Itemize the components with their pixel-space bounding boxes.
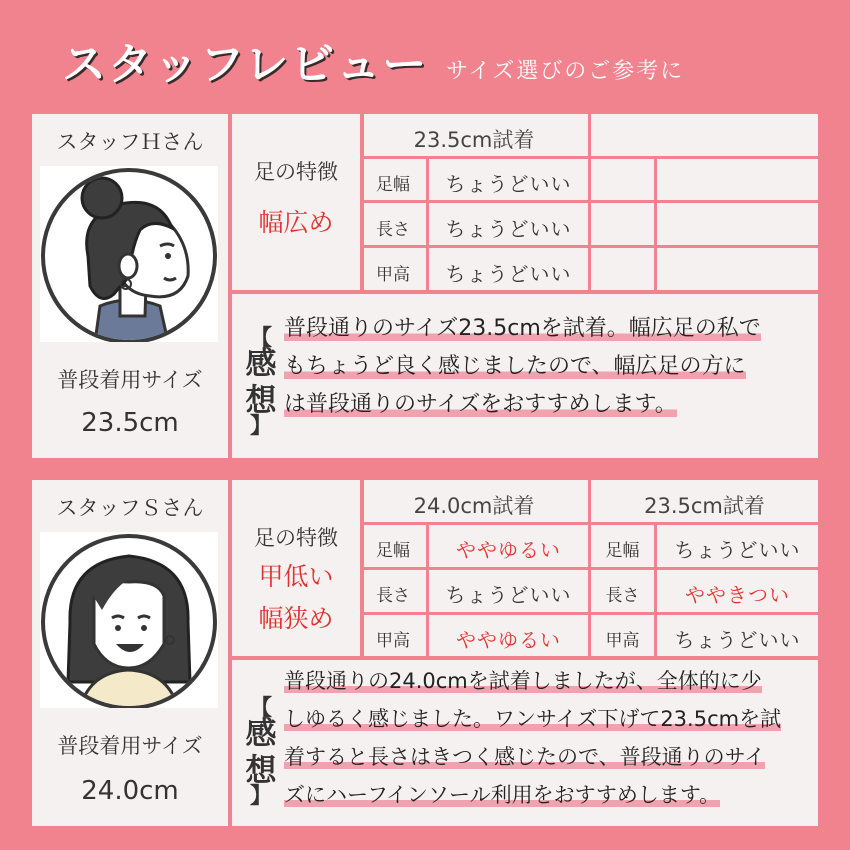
foot-feature-label: 足の特徴 (254, 160, 338, 184)
row-label-width: 足幅 (376, 175, 410, 195)
foot-feature-value: 甲低い (258, 562, 334, 591)
page-title: スタッフレビュー (62, 39, 429, 90)
review-card-s (32, 480, 818, 826)
row-label-length: 長さ (376, 220, 410, 240)
staff-name: スタッフＳさん (56, 496, 204, 520)
review-card-h (32, 114, 818, 458)
foot-feature-value: 幅狭め (258, 604, 334, 633)
row-value-length: ちょうどいい (445, 583, 572, 607)
row-value-instep: ちょうどいい (674, 628, 801, 652)
comment-text (284, 310, 818, 424)
woman-long-hair-illustration-icon (40, 532, 218, 708)
trial-size-heading: 23.5cm試着 (413, 128, 535, 152)
comment-section (232, 660, 818, 824)
comment-line: しゆるく感じました。ワンサイズ下げて23.5cmを試 (284, 707, 782, 731)
comment-line: もちょうど良く感じましたので、幅広足の方に (284, 354, 746, 379)
comment-label: 【 感 想 】 (245, 326, 277, 439)
comment-line: は普段通りのサイズをおすすめします。 (284, 392, 677, 417)
row-value-width: ややゆるい (456, 538, 561, 562)
foot-feature-value: 幅広め (258, 208, 334, 237)
usual-size-value: 23.5cm (81, 408, 179, 438)
foot-feature-label: 足の特徴 (254, 526, 338, 550)
staff-name: スタッフＨさん (56, 130, 204, 154)
usual-size-label: 普段着用サイズ (57, 368, 203, 392)
row-label-width: 足幅 (605, 541, 640, 561)
row-value-length: ちょうどいい (445, 217, 572, 241)
page-subtitle: サイズ選びのご参考に (446, 59, 685, 84)
row-value-instep: ややゆるい (456, 628, 561, 652)
usual-size-label: 普段着用サイズ (57, 734, 203, 758)
avatar (40, 532, 218, 708)
woman-bun-illustration-icon (40, 166, 218, 342)
comment-line: ズにハーフインソール利用をおすすめします。 (284, 783, 721, 807)
row-label-instep: 甲高 (376, 631, 410, 651)
foot-feature (232, 480, 364, 656)
comment-line: 着すると長さはきつく感じたので、普段通りのサイ (284, 745, 766, 769)
row-value-instep: ちょうどいい (445, 262, 572, 286)
comment-text (284, 662, 818, 814)
foot-feature (232, 114, 364, 290)
row-value-length: ややきつい (685, 583, 790, 607)
row-value-width: ちょうどいい (445, 172, 572, 196)
comment-label: 【 感 想 】 (245, 696, 277, 809)
usual-size-value: 24.0cm (81, 776, 179, 806)
row-label-instep: 甲高 (605, 631, 640, 651)
comment-line: 普段通りの24.0cmを試着しましたが、全体的に少 (284, 669, 762, 693)
staff-profile (32, 114, 232, 458)
row-label-instep: 甲高 (376, 265, 410, 285)
staff-profile (32, 480, 232, 826)
trial-size-heading: 24.0cm試着 (413, 494, 535, 518)
trial-size-heading: 23.5cm試着 (644, 494, 765, 518)
row-label-width: 足幅 (376, 541, 410, 561)
comment-section (232, 294, 818, 458)
row-label-length: 長さ (605, 586, 640, 606)
row-label-length: 長さ (376, 586, 410, 606)
comment-line: 普段通りのサイズ23.5cmを試着。幅広足の私で (284, 316, 761, 341)
avatar (40, 166, 218, 342)
row-value-width: ちょうどいい (674, 538, 801, 562)
